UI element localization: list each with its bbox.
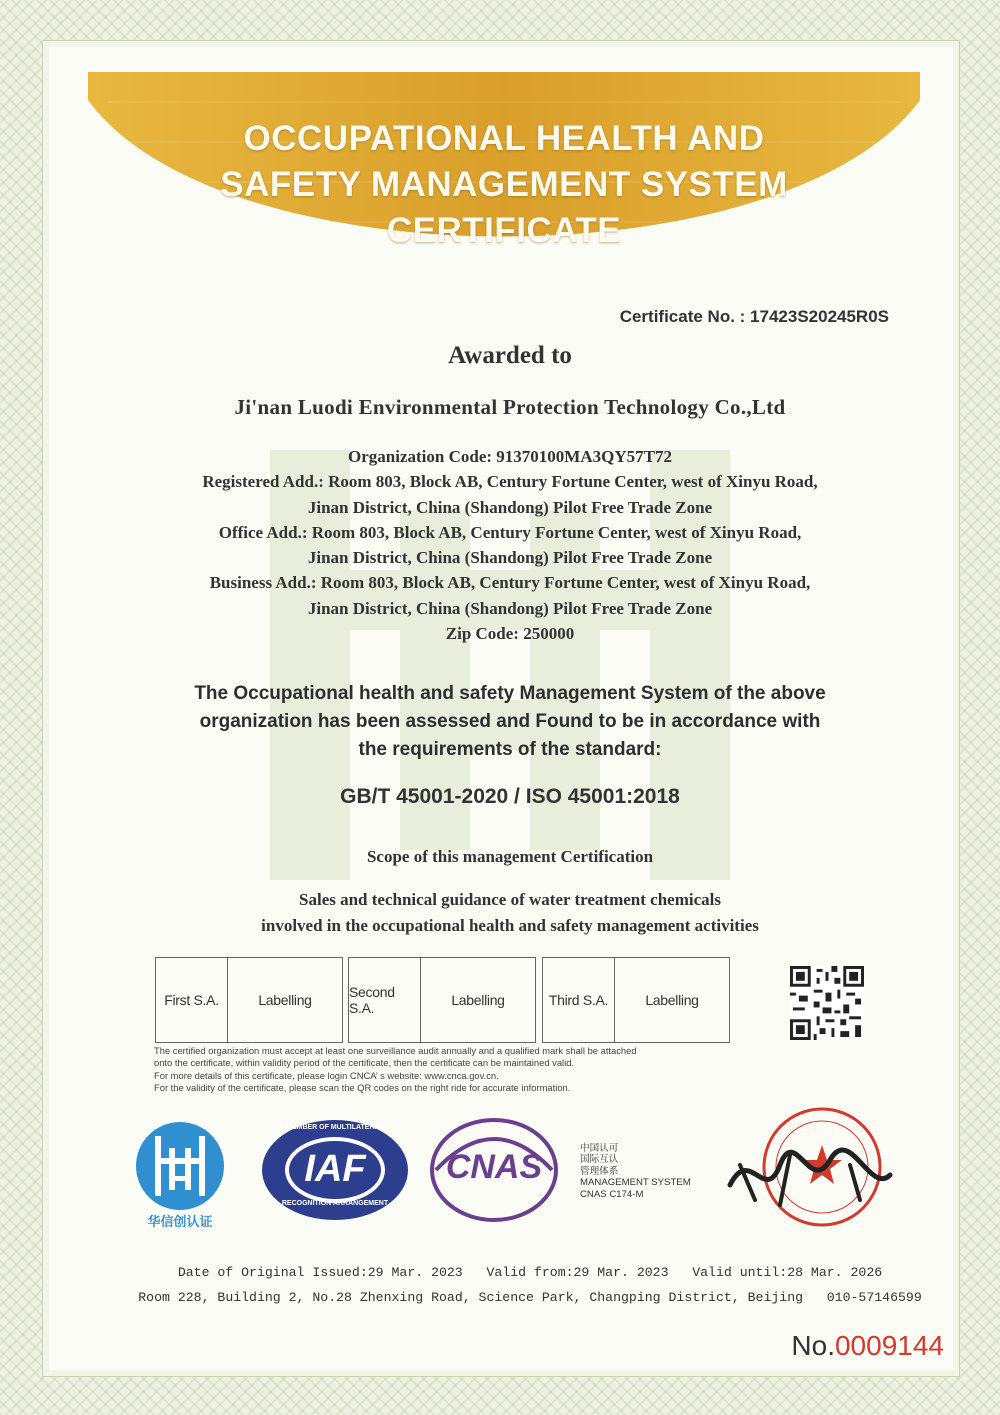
statement-line: organization has been assessed and Found to be in accordance with	[199, 711, 821, 732]
surveillance-box-2	[348, 957, 536, 1041]
organization-code: Organization Code: 91370100MA3QY57T72	[348, 447, 672, 466]
note-line: For more details of this certificate, please login CNCA’ s website: www.cnca.gov.cn.	[154, 1069, 499, 1081]
serial-number	[791, 1330, 944, 1362]
note-line: For the validity of the certificate, please scan the QR codes on the right ride for accurate information.	[154, 1082, 571, 1094]
surveillance-box-3	[542, 957, 730, 1041]
awarded-to-heading: Awarded to	[448, 342, 572, 369]
certificate-number: Certificate No. : 17423S20245R0S	[619, 307, 889, 326]
scope-text	[100, 887, 920, 939]
sa-label: Labelling	[645, 992, 699, 1008]
surveillance-notes	[154, 1045, 637, 1095]
office-address-line1: Office Add.: Room 803, Block AB, Century Fortune Center, west of Xinyu Road,	[218, 522, 802, 542]
scope-heading: Scope of this management Certification	[366, 847, 654, 866]
cnas-caption-line: CNAS C174-M	[580, 1188, 644, 1200]
iaf-ring-bottom: RECOGNITION ARRANGEMENT	[281, 1200, 389, 1207]
address-block	[100, 444, 920, 646]
cnas-caption-line: MANAGEMENT SYSTEM	[580, 1177, 691, 1189]
title-banner	[88, 72, 920, 302]
statement-line: the requirements of the standard:	[358, 739, 662, 760]
validity-dates: Date of Original Issued:29 Mar. 2023 Valid from:29 Mar. 2023 Valid until:28 Mar. 2026	[177, 1265, 883, 1280]
note-line: The certified organization must accept at least one surveillance audit annually and a qualified mark shall be attached	[154, 1045, 637, 1056]
conformity-statement	[100, 680, 920, 764]
cnas-caption	[580, 1143, 691, 1200]
cnas-caption-line: 管理体系	[580, 1165, 619, 1177]
sa-name: First S.A.	[156, 958, 228, 1042]
iaf-text: IAF	[304, 1148, 366, 1190]
zip-code: Zip Code: 250000	[445, 624, 575, 644]
surveillance-box-1	[155, 957, 343, 1041]
sa-label: Labelling	[451, 992, 505, 1008]
hxc-caption: 华信创认证	[147, 1215, 213, 1230]
issuer-address: Room 228, Building 2, No.28 Zhenxing Road, Science Park, Changping District, Beijing 010-57146599	[138, 1290, 922, 1305]
certificate-title: OCCUPATIONAL HEALTH AND SAFETY MANAGEMENT SYSTEM CERTIFICATE	[220, 119, 788, 250]
cnas-caption-line: 国际互认	[580, 1154, 619, 1166]
serial-value: 0009144	[834, 1330, 944, 1361]
business-address-line1: Business Add.: Room 803, Block AB, Century Fortune Center, west of Xinyu Road,	[209, 573, 811, 593]
scope-line: involved in the occupational health and safety management activities	[261, 916, 759, 935]
qr-code-icon[interactable]	[790, 966, 864, 1040]
standard-reference: GB/T 45001-2020 / ISO 45001:2018	[340, 785, 680, 808]
business-address-line2: Jinan District, China (Shandong) Pilot Free Trade Zone	[307, 598, 713, 618]
official-seal-stamp	[710, 1105, 900, 1230]
sa-name: Second S.A.	[349, 958, 421, 1042]
scope-line: Sales and technical guidance of water treatment chemicals	[299, 890, 721, 909]
iaf-ring-top: MEMBER OF MULTILATERAL	[286, 1124, 384, 1131]
serial-label: No.	[791, 1330, 835, 1361]
sa-name: Third S.A.	[543, 958, 615, 1042]
statement-line: The Occupational health and safety Management System of the above	[194, 683, 826, 704]
note-line: onto the certificate, within validity period of the certificate, then the certificate can be maintained valid.	[154, 1057, 575, 1069]
registered-address-line2: Jinan District, China (Shandong) Pilot Free Trade Zone	[307, 497, 713, 517]
sa-label: Labelling	[258, 992, 312, 1008]
office-address-line2: Jinan District, China (Shandong) Pilot Free Trade Zone	[307, 548, 713, 568]
registered-address-line1: Registered Add.: Room 803, Block AB, Century Fortune Center, west of Xinyu Road,	[202, 472, 818, 492]
cnas-text: CNAS	[445, 1148, 543, 1186]
cnas-caption-line: 中国认可	[580, 1143, 619, 1154]
company-name: Ji'nan Luodi Environmental Protection Technology Co.,Ltd	[234, 395, 786, 419]
